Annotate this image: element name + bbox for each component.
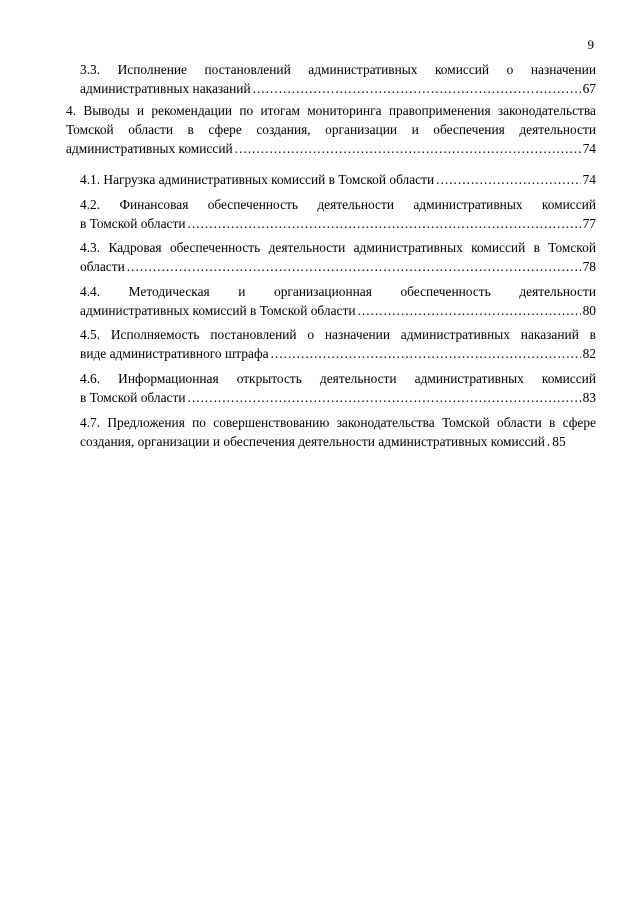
toc-leader-dots <box>436 170 580 189</box>
toc-entry-line <box>80 79 596 98</box>
toc-page-number: 77 <box>582 216 596 231</box>
toc-entry-line: Томской области в сфере создания, организации и обеспечения деятельности <box>66 122 596 137</box>
toc-leader-dots <box>271 344 581 363</box>
toc-entry-line: 4.3. Кадровая обеспеченность деятельности административных комиссий в Томской <box>80 240 596 255</box>
toc-entry-line: 4.7. Предложения по совершенствованию законодательства Томской области в сфере <box>80 415 596 430</box>
toc-entry-line: 3.3. Исполнение постановлений административных комиссий о назначении <box>80 62 596 77</box>
toc-entry-line: 4.6. Информационная открытость деятельности административных комиссий <box>80 371 596 386</box>
toc-entry-line <box>80 214 596 233</box>
toc-entry-4-6[interactable] <box>80 369 596 407</box>
toc-entry-title: административных наказаний <box>80 81 251 96</box>
toc-entry-line: 4. Выводы и рекомендации по итогам мониторинга правоприменения законодательства <box>66 103 596 118</box>
toc-page-number: 83 <box>582 390 596 405</box>
toc-entry-line: 4.5. Исполняемость постановлений о назначении административных наказаний в <box>80 327 596 342</box>
toc-entry-4-1[interactable] <box>80 170 596 189</box>
toc-entry-3-3[interactable] <box>80 60 596 98</box>
toc-entry-title: области <box>80 259 125 274</box>
toc-entry-4-3[interactable] <box>80 238 596 276</box>
toc-entry-title: 4.1. Нагрузка административных комиссий в Томской области <box>80 172 435 187</box>
toc-entry-title: в Томской области <box>80 390 186 405</box>
toc-entry-line <box>80 388 596 407</box>
toc-entry-title: в Томской области <box>80 216 186 231</box>
page-number: 9 <box>587 37 594 52</box>
toc-entry-line <box>80 170 596 189</box>
toc-entry-line: 4.2. Финансовая обеспеченность деятельности административных комиссий <box>80 197 596 212</box>
toc-leader-dots <box>188 214 581 233</box>
toc-entry-line <box>80 344 596 363</box>
toc-entry-title: административных комиссий в Томской области <box>80 303 356 318</box>
toc-entry-4-2[interactable] <box>80 195 596 233</box>
toc-leader-dots <box>235 139 581 158</box>
toc-leader-dots <box>253 79 581 98</box>
toc-leader-dots <box>358 301 581 320</box>
toc-page-number: 80 <box>582 303 596 318</box>
toc-page-number: 82 <box>582 346 596 361</box>
toc-leader-dots <box>127 257 581 276</box>
toc-page-number: 74 <box>582 141 596 156</box>
toc-entry-line <box>80 257 596 276</box>
toc-page-number: 85 <box>552 434 566 449</box>
toc-leader-dots <box>188 388 581 407</box>
toc-page-number: 74 <box>582 172 596 187</box>
toc-entry-4[interactable] <box>66 101 596 158</box>
toc-page-number: 67 <box>582 81 596 96</box>
toc-entry-title: виде административного штрафа <box>80 346 269 361</box>
toc-entry-4-4[interactable] <box>80 282 596 320</box>
toc-entry-4-5[interactable] <box>80 325 596 363</box>
toc-entry-title: административных комиссий <box>66 141 233 156</box>
toc-entry-title: создания, организации и обеспечения деятельности административных комиссий <box>80 434 545 449</box>
toc-entry-4-7[interactable] <box>80 413 596 451</box>
toc-page-number: 78 <box>582 259 596 274</box>
toc-entry-line <box>80 432 596 451</box>
toc-entry-line <box>66 139 596 158</box>
toc-entry-line <box>80 301 596 320</box>
toc-leader-dots: . <box>546 434 551 449</box>
toc-entry-line: 4.4. Методическая и организационная обеспеченность деятельности <box>80 284 596 299</box>
